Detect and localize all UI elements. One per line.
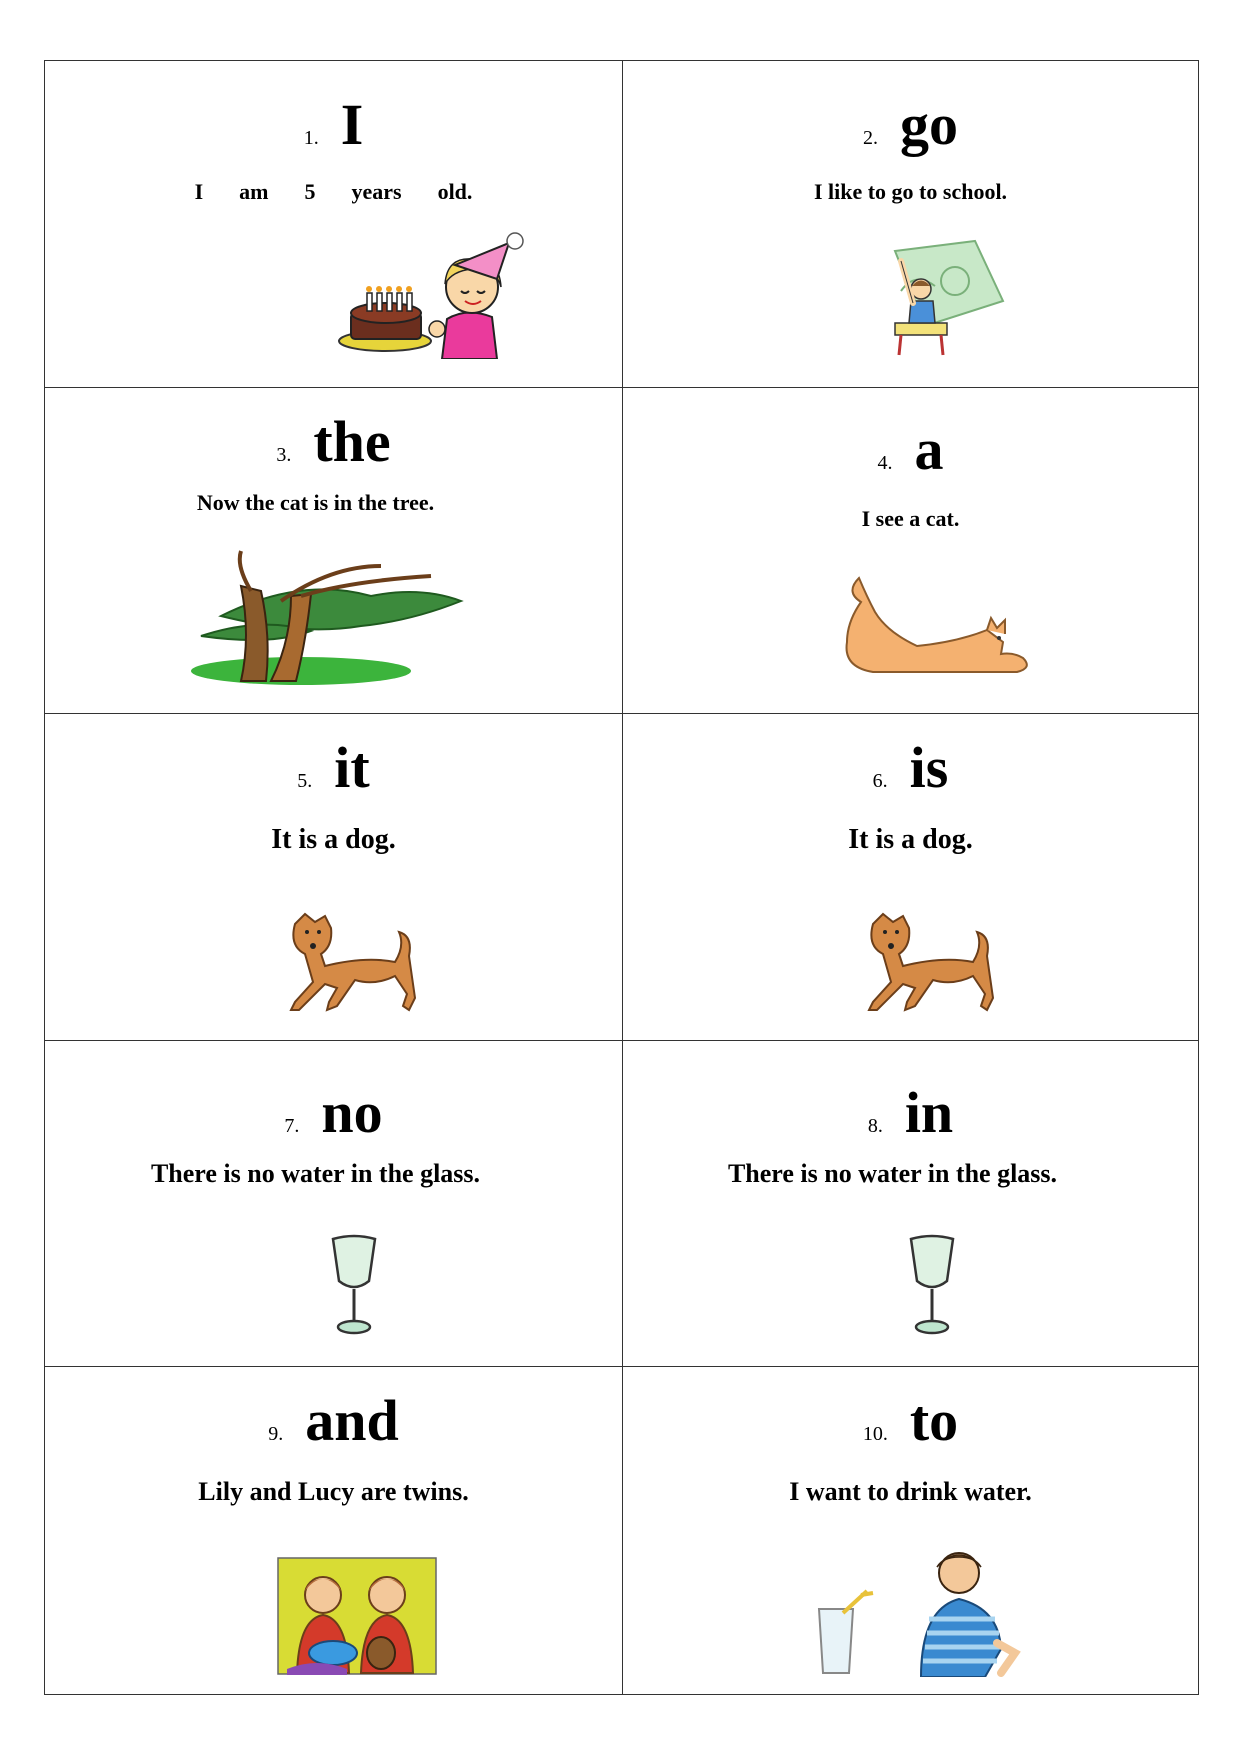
empty-glass-icon — [329, 1233, 379, 1337]
card-heading — [623, 416, 1198, 483]
example-sentence: There is no water in the glass. — [727, 1158, 1058, 1188]
card-number: 5. — [297, 770, 313, 793]
sight-word: I — [340, 92, 364, 157]
twins-icon — [277, 1557, 437, 1675]
card-heading — [45, 1387, 622, 1454]
sight-word: in — [904, 1079, 954, 1145]
dog-icon — [843, 906, 1003, 1016]
card-number: 7. — [284, 1114, 300, 1137]
example-sentence: It is a dog. — [271, 824, 396, 856]
card-10 — [623, 1367, 1198, 1694]
card-heading — [45, 734, 622, 801]
card-number: 8. — [867, 1114, 883, 1137]
card-heading — [623, 91, 1198, 158]
card-heading — [45, 91, 622, 158]
sight-word: the — [313, 408, 391, 474]
card-4 — [623, 388, 1198, 715]
sight-word: a — [914, 416, 944, 482]
flashcard-grid — [44, 60, 1199, 1695]
example-sentence: I am 5 years old. — [194, 179, 473, 204]
card-9 — [45, 1367, 623, 1694]
card-2 — [623, 61, 1198, 388]
card-7 — [45, 1041, 623, 1368]
dog-icon — [265, 906, 425, 1016]
sight-word: is — [909, 735, 949, 801]
card-6 — [623, 714, 1198, 1041]
sight-word: and — [305, 1388, 399, 1454]
example-sentence: I want to drink water. — [789, 1477, 1032, 1507]
sight-word: go — [900, 92, 958, 157]
card-number: 6. — [872, 770, 888, 793]
boy-at-school-desk-icon — [855, 231, 1005, 356]
example-sentence: I see a cat. — [861, 505, 960, 531]
card-number: 2. — [863, 127, 878, 149]
card-heading — [623, 1079, 1198, 1146]
card-heading — [623, 734, 1198, 801]
birthday-girl-cake-icon — [337, 229, 537, 359]
sight-word: to — [909, 1388, 959, 1454]
empty-glass-icon — [907, 1233, 957, 1337]
example-sentence: Now the cat is in the tree. — [196, 489, 435, 515]
example-sentence: It is a dog. — [848, 824, 973, 856]
example-sentence: There is no water in the glass. — [150, 1158, 481, 1188]
tree-icon — [181, 546, 471, 686]
card-5 — [45, 714, 623, 1041]
sight-word: no — [321, 1079, 383, 1145]
card-8 — [623, 1041, 1198, 1368]
card-1 — [45, 61, 623, 388]
cat-icon — [837, 572, 1037, 682]
card-heading — [623, 1387, 1198, 1454]
card-number: 3. — [276, 443, 292, 466]
card-number: 9. — [268, 1423, 284, 1446]
card-heading — [45, 1079, 622, 1146]
card-number: 4. — [877, 451, 893, 474]
sight-word: it — [334, 735, 370, 801]
example-sentence: Lily and Lucy are twins. — [198, 1477, 469, 1507]
card-number: 10. — [862, 1423, 888, 1446]
example-sentence: I like to go to school. — [813, 179, 1008, 204]
card-3 — [45, 388, 623, 715]
card-number: 1. — [303, 127, 319, 149]
boy-with-water-glass-icon — [809, 1549, 1039, 1677]
card-heading — [45, 408, 622, 475]
